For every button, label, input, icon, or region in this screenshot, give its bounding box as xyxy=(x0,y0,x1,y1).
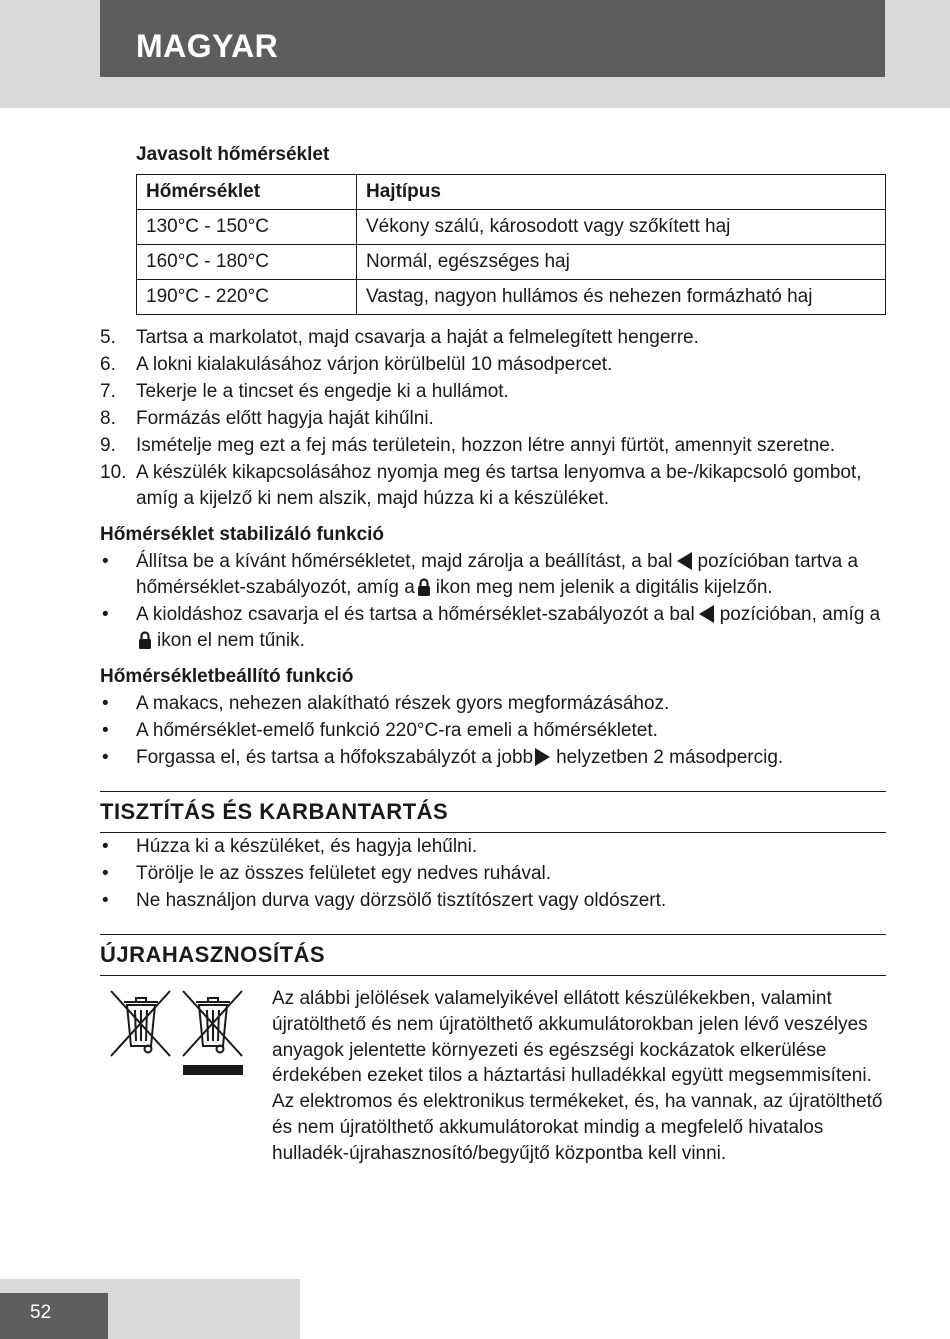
recycling-row xyxy=(100,986,886,1167)
list-item xyxy=(100,861,886,887)
step-text: Formázás előtt hagyja haját kihűlni. xyxy=(136,408,434,429)
text-run: ikon meg nem jelenik a digitális kijelzőn. xyxy=(435,577,773,598)
text-run: pozícióban, amíg a xyxy=(719,604,881,625)
table-cell: Normál, egészséges haj xyxy=(357,245,886,280)
step-number: 7. xyxy=(100,381,116,402)
text-run: Húzza ki a készüléket, és hagyja lehűlni. xyxy=(136,836,478,857)
bullet-dot: • xyxy=(102,551,109,572)
boost-list xyxy=(100,691,886,771)
language-bar xyxy=(100,0,885,77)
list-item xyxy=(100,888,886,914)
text-run: A makacs, nehezen alakítható részek gyors megformázásához. xyxy=(136,693,670,714)
steps-list xyxy=(100,325,886,512)
list-item xyxy=(100,433,886,459)
page-number: 52 xyxy=(30,1302,52,1323)
table-row xyxy=(137,280,886,315)
list-item xyxy=(100,691,886,717)
step-number: 6. xyxy=(100,354,116,375)
crossed-bin-icon xyxy=(180,988,246,1060)
text-run: ikon el nem tűnik. xyxy=(157,630,305,651)
recycling-title: ÚJRAHASZNOSÍTÁS xyxy=(100,934,886,976)
bullet-dot: • xyxy=(102,890,109,911)
stabilize-list xyxy=(100,549,886,654)
table-cell: Vastag, nagyon hullámos és nehezen formázható haj xyxy=(357,280,886,315)
text-run: A kioldáshoz csavarja el és tartsa a hőmérséklet-szabályozót a bal xyxy=(136,604,695,625)
text-run: helyzetben 2 másodpercig. xyxy=(556,747,784,768)
step-number: 9. xyxy=(100,435,116,456)
step-text: Ismételje meg ezt a fej más területein, hozzon létre annyi fürtöt, amennyit szeretne. xyxy=(136,435,836,456)
cleaning-list xyxy=(100,834,886,914)
list-item xyxy=(100,352,886,378)
list-item xyxy=(100,718,886,744)
table-cell: 190°C - 220°C xyxy=(137,280,357,315)
table-header-cell: Hőmérséklet xyxy=(137,175,357,210)
bullet-dot: • xyxy=(102,720,109,741)
bullet-dot: • xyxy=(102,747,109,768)
text-run: pozícióban tartva a hőmérséklet-szabályozót, amíg a xyxy=(136,551,859,598)
list-item xyxy=(100,602,886,654)
recycling-text: Az alábbi jelölések valamelyikével ellátott készülékekben, valamint újratölthető és nem újratölthető akkumulátorokban jelen lévő veszélyes anyagok jelentette környezeti és egészségi kockázatok elkerülése érdekében ezeket tilos a háztartási hulladékkal együtt megsemmisíteni. Az elektromos és elektronikus termékeket, és, ha vannak, az újratölthető és nem újratölthető akkumulátorokat mindig a megfelelő hivatalos hulladék-újrahasznosító/begyűjtő központba kell vinni. xyxy=(272,988,883,1164)
table-row xyxy=(137,210,886,245)
table-header-row xyxy=(137,175,886,210)
list-item xyxy=(100,549,886,601)
list-item xyxy=(100,460,886,512)
list-item xyxy=(100,834,886,860)
text-run: Törölje le az összes felületet egy nedves ruhával. xyxy=(136,863,552,884)
arrow-left-icon xyxy=(699,605,714,623)
crossed-bin-icon xyxy=(108,988,174,1060)
arrow-left-icon xyxy=(677,552,692,570)
table-cell: Vékony szálú, károsodott vagy szőkített haj xyxy=(357,210,886,245)
text-run: A hőmérséklet-emelő funkció 220°C-ra emeli a hőmérsékletet. xyxy=(136,720,658,741)
table-header-cell: Hajtípus xyxy=(357,175,886,210)
weee-symbols xyxy=(100,986,272,1086)
step-number: 10. xyxy=(100,462,127,483)
lock-icon xyxy=(417,577,431,597)
bullet-dot: • xyxy=(102,693,109,714)
list-item xyxy=(100,325,886,351)
bullet-dot: • xyxy=(102,863,109,884)
step-number: 5. xyxy=(100,327,116,348)
text-run: Ne használjon durva vagy dörzsölő tisztítószert vagy oldószert. xyxy=(136,890,667,911)
list-item xyxy=(100,379,886,405)
step-text: A készülék kikapcsolásához nyomja meg és tartsa lenyomva a be-/kikapcsoló gombot, amíg a kijelző ki nem alszik, majd húzza ki a készüléket. xyxy=(136,462,862,509)
page-number-box xyxy=(0,1293,108,1339)
bullet-dot: • xyxy=(102,836,109,857)
text-run: Állítsa be a kívánt hőmérsékletet, majd zárolja a beállítást, a bal xyxy=(136,551,673,572)
table-cell: 160°C - 180°C xyxy=(137,245,357,280)
stabilize-heading: Hőmérséklet stabilizáló funkció xyxy=(100,524,385,545)
arrow-right-icon xyxy=(535,748,550,766)
page-content xyxy=(100,142,886,1167)
bullet-dot: • xyxy=(102,604,109,625)
step-number: 8. xyxy=(100,408,116,429)
table-row xyxy=(137,245,886,280)
table-cell: 130°C - 150°C xyxy=(137,210,357,245)
step-text: A lokni kialakulásához várjon körülbelül 10 másodpercet. xyxy=(136,354,613,375)
step-text: Tekerje le a tincset és engedje ki a hullámot. xyxy=(136,381,509,402)
temperature-table xyxy=(136,174,886,315)
lock-icon xyxy=(138,630,152,650)
language-title: MAGYAR xyxy=(136,28,279,64)
text-run: Forgassa el, és tartsa a hőfokszabályzót a jobb xyxy=(136,747,534,768)
boost-heading: Hőmérsékletbeállító funkció xyxy=(100,666,354,687)
list-item xyxy=(100,406,886,432)
list-item xyxy=(100,745,886,771)
temperature-heading: Javasolt hőmérséklet xyxy=(136,144,330,165)
step-text: Tartsa a markolatot, majd csavarja a haját a felmelegített hengerre. xyxy=(136,327,699,348)
cleaning-title: TISZTÍTÁS ÉS KARBANTARTÁS xyxy=(100,791,886,833)
weee-bar xyxy=(183,1065,243,1075)
